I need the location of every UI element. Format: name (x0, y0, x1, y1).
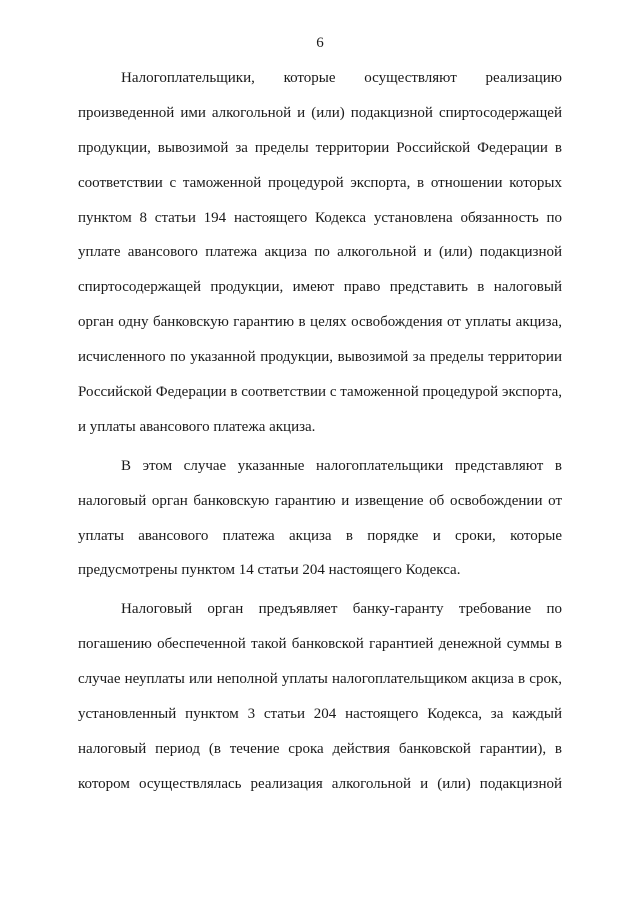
text-line: налоговый период (в течение срока действия банковской гарантии), в (78, 740, 562, 757)
text-line: Российской Федерации в соответствии с таможенной процедурой экспорта, (78, 384, 562, 401)
text-line: предусмотрены пунктом 14 статьи 204 настоящего Кодекса. (78, 562, 461, 579)
text-line: уплаты авансового платежа акциза в порядке и сроки, которые (78, 527, 562, 544)
text-line: произведенной ими алкогольной и (или) подакцизной спиртосодержащей (78, 104, 562, 121)
text-line: пунктом 8 статьи 194 настоящего Кодекса установлена обязанность по (78, 209, 562, 226)
page-number: 6 (316, 35, 324, 51)
text-line: орган одну банковскую гарантию в целях освобождения от уплаты акциза, (78, 314, 562, 331)
text-line: налоговый орган банковскую гарантию и извещение об освобождении от (78, 492, 562, 509)
text-line: исчисленного по указанной продукции, вывозимой за пределы территории (78, 349, 562, 366)
paragraph-2 (78, 453, 562, 593)
document-body (78, 65, 562, 806)
text-line: спиртосодержащей продукции, имеют право представить в налоговый (78, 279, 562, 296)
paragraph-3 (78, 596, 562, 805)
text-line: и уплаты авансового платежа акциза. (78, 418, 316, 435)
text-line: Налогоплательщики, которые осуществляют реализацию (121, 70, 562, 86)
text-line: В этом случае указанные налогоплательщики представляют в (121, 457, 562, 474)
text-line: случае неуплаты или неполной уплаты налогоплательщиком акциза в срок, (78, 671, 562, 688)
text-line: уплате авансового платежа акциза по алкогольной и (или) подакцизной (78, 244, 562, 261)
text-line: погашению обеспеченной такой банковской гарантией денежной суммы в (78, 636, 562, 653)
paragraph-1 (78, 65, 562, 449)
text-line: продукции, вывозимой за пределы территории Российской Федерации в (78, 139, 562, 156)
text-line: соответствии с таможенной процедурой экспорта, в отношении которых (78, 174, 562, 191)
text-line: установленный пунктом 3 статьи 204 настоящего Кодекса, за каждый (78, 706, 562, 723)
text-line: котором осуществлялась реализация алкогольной и (или) подакцизной (78, 775, 562, 792)
text-line: Налоговый орган предъявляет банку-гаранту требование по (121, 601, 562, 618)
